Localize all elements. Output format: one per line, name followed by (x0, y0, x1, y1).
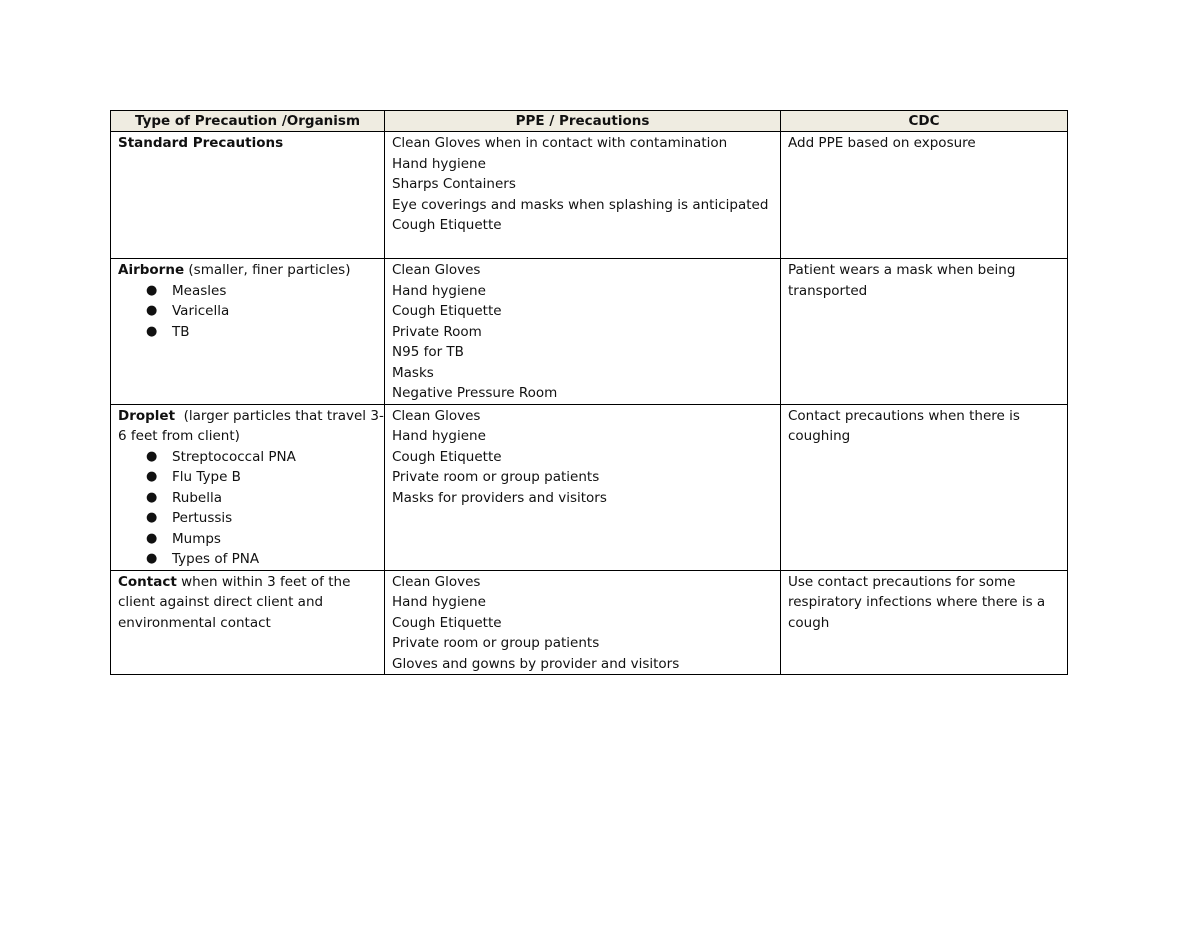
ppe-item: Cough Etiquette (392, 614, 502, 631)
type-desc (118, 133, 384, 154)
ppe-item: Clean Gloves when in contact with contamination (392, 135, 728, 151)
organism-item: ● Measles (118, 281, 384, 302)
ppe-item: Hand hygiene (392, 428, 486, 444)
ppe-item: Clean Gloves (392, 573, 481, 590)
type-desc (118, 406, 384, 447)
type-cell (111, 404, 385, 570)
cdc-cell (781, 404, 1068, 570)
ppe-item: Hand hygiene (392, 282, 486, 299)
bullet-icon: ● (146, 510, 158, 525)
ppe-item: Clean Gloves (392, 262, 481, 278)
header-ppe: PPE / Precautions (385, 111, 781, 132)
ppe-cell (385, 132, 781, 259)
header-row (111, 111, 1068, 132)
header-cdc: CDC (781, 111, 1068, 132)
organism-item: ● Types of PNA (118, 549, 384, 570)
organism-item: ● Rubella (118, 488, 384, 509)
cdc-cell (781, 570, 1068, 675)
bullet-icon: ● (146, 303, 158, 318)
table-row (111, 259, 1068, 405)
type-note: when within 3 feet of the client against direct client and environmental contact (118, 573, 351, 631)
type-name: Airborne (118, 262, 185, 278)
ppe-item: Private room or group patients (392, 635, 600, 651)
bullet-icon: ● (146, 551, 158, 566)
bullet-icon: ● (146, 530, 158, 546)
ppe-item: Clean Gloves (392, 407, 481, 424)
precautions-table (110, 110, 1068, 675)
ppe-item: Cough Etiquette (392, 303, 502, 319)
organism-item: ● Streptococcal PNA (118, 447, 384, 468)
table-row (111, 570, 1068, 675)
cdc-text: Add PPE based on exposure (788, 135, 976, 151)
type-cell (111, 259, 385, 405)
type-note: (smaller, finer particles) (184, 262, 351, 278)
cdc-cell (781, 259, 1068, 405)
header-type: Type of Precaution /Organism (111, 111, 385, 132)
type-note: (larger particles that travel 3-6 feet from client) (118, 407, 384, 444)
type-desc (118, 572, 384, 634)
bullet-icon: ● (146, 448, 158, 464)
organism-item: ● Mumps (118, 529, 384, 550)
ppe-item: Masks (392, 364, 434, 381)
cdc-text: Patient wears a mask when being transported (788, 262, 1016, 299)
ppe-cell (385, 570, 781, 675)
ppe-item: Cough Etiquette (392, 448, 502, 465)
ppe-item: Sharps Containers (392, 176, 516, 192)
ppe-item: Masks for providers and visitors (392, 489, 607, 506)
organism-item: ● TB (118, 322, 384, 343)
table-row (111, 132, 1068, 259)
type-cell (111, 132, 385, 259)
bullet-icon: ● (146, 323, 158, 339)
type-name: Standard Precautions (118, 135, 284, 151)
ppe-item: Hand hygiene (392, 594, 486, 610)
bullet-icon: ● (146, 469, 158, 484)
cdc-cell (781, 132, 1068, 259)
type-cell (111, 570, 385, 675)
type-name: Contact (118, 573, 177, 590)
organism-item: ● Pertussis (118, 508, 384, 529)
bullet-icon: ● (146, 282, 158, 298)
organism-item: ● Varicella (118, 301, 384, 322)
table-row (111, 404, 1068, 570)
ppe-item: Gloves and gowns by provider and visitors (392, 655, 680, 672)
ppe-cell (385, 404, 781, 570)
ppe-item: Negative Pressure Room (392, 385, 558, 401)
cdc-text: Use contact precautions for some respiratory infections where there is a cough (788, 573, 1046, 631)
ppe-item: Cough Etiquette (392, 217, 502, 233)
ppe-item: Hand hygiene (392, 155, 486, 172)
ppe-item: N95 for TB (392, 344, 464, 360)
organism-list (118, 281, 384, 343)
type-name: Droplet (118, 407, 176, 424)
ppe-item: Private Room (392, 323, 482, 340)
organism-list (118, 447, 384, 570)
cdc-text: Contact precautions when there is coughing (788, 407, 1020, 444)
type-desc (118, 260, 384, 281)
ppe-item: Private room or group patients (392, 469, 600, 485)
organism-item: ● Flu Type B (118, 467, 384, 488)
ppe-item: Eye coverings and masks when splashing is anticipated (392, 196, 769, 213)
ppe-cell (385, 259, 781, 405)
bullet-icon: ● (146, 489, 158, 505)
